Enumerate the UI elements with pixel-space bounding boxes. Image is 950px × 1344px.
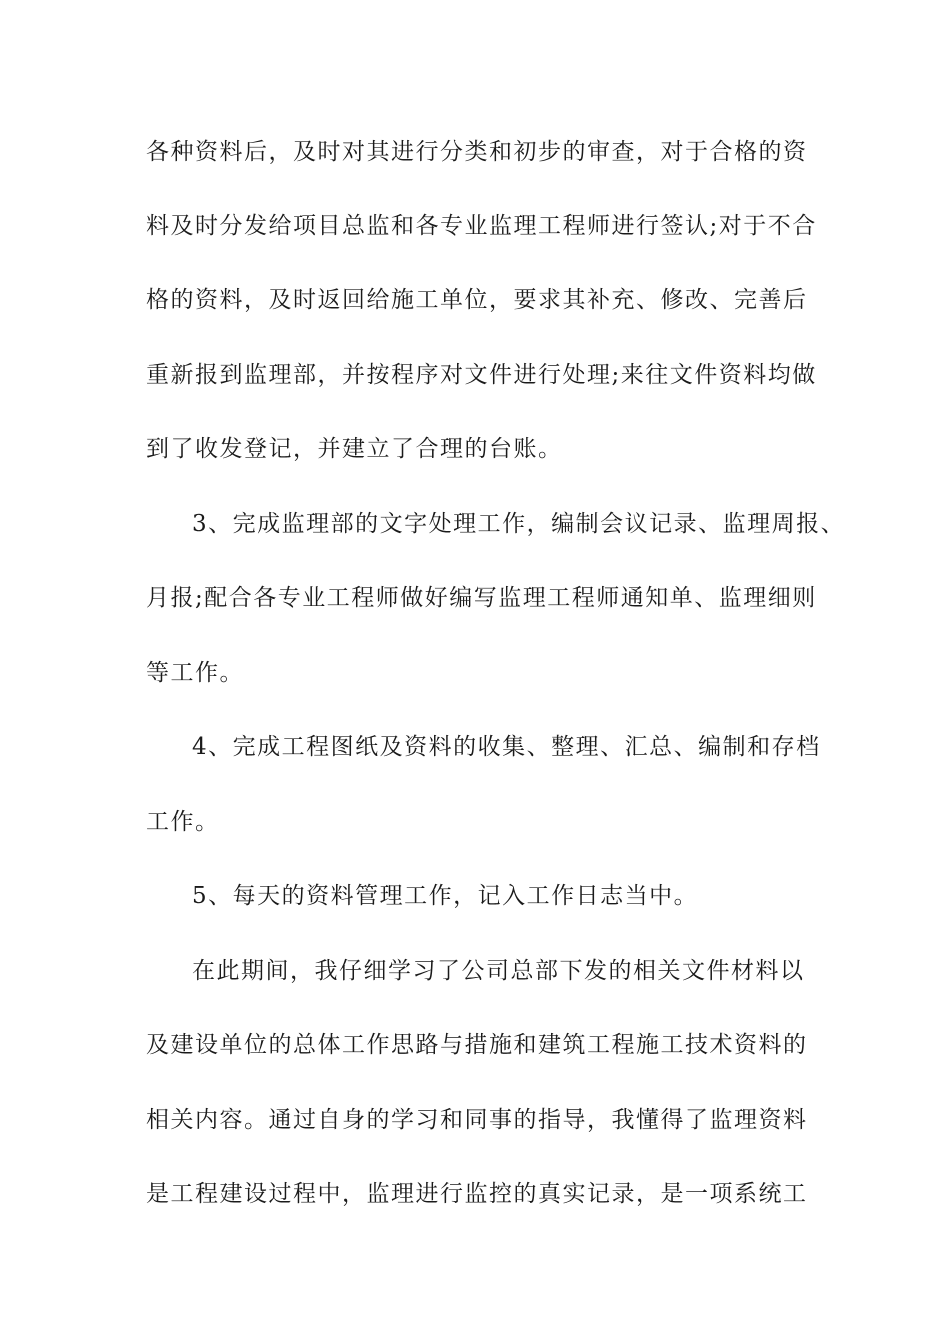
- text-line: 料及时分发给项目总监和各专业监理工程师进行签认;对于不合: [146, 213, 817, 239]
- text-line: 月报;配合各专业工程师做好编写监理工程师通知单、监理细则: [146, 585, 817, 611]
- text-line: 等工作。: [146, 660, 244, 686]
- text-line: 重新报到监理部，并按程序对文件进行处理;来往文件资料均做: [146, 362, 817, 388]
- text-line: 工作。: [146, 809, 220, 835]
- text-line: 及建设单位的总体工作思路与措施和建筑工程施工技术资料的: [146, 1032, 808, 1058]
- text-line: 到了收发登记，并建立了合理的台账。: [146, 436, 563, 462]
- text-line: 4、完成工程图纸及资料的收集、整理、汇总、编制和存档: [192, 734, 821, 760]
- text-line: 在此期间，我仔细学习了公司总部下发的相关文件材料以: [192, 958, 805, 984]
- text-line: 各种资料后，及时对其进行分类和初步的审查，对于合格的资: [146, 139, 808, 165]
- text-line: 3、完成监理部的文字处理工作，编制会议记录、监理周报、: [192, 511, 846, 537]
- text-line: 5、每天的资料管理工作，记入工作日志当中。: [192, 883, 699, 909]
- text-line: 相关内容。通过自身的学习和同事的指导，我懂得了监理资料: [146, 1107, 808, 1133]
- text-line: 格的资料，及时返回给施工单位，要求其补充、修改、完善后: [146, 287, 808, 313]
- text-line: 是工程建设过程中，监理进行监控的真实记录，是一项系统工: [146, 1181, 808, 1207]
